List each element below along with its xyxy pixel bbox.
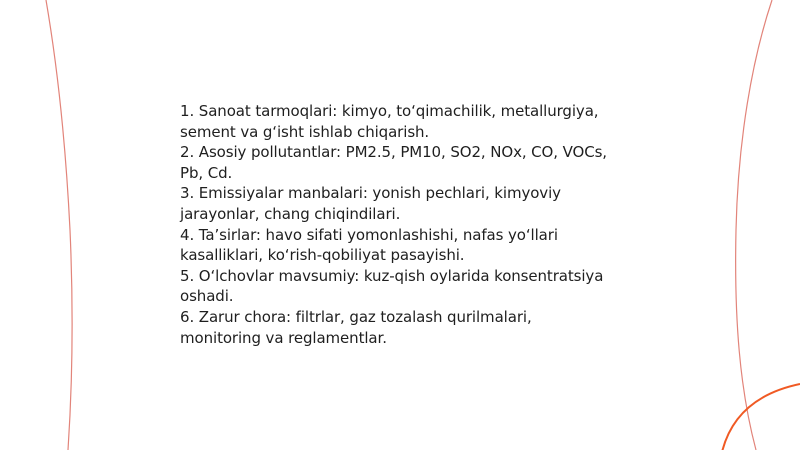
- left-decorative-curve: [46, 0, 72, 450]
- list-item-2: 2. Asosiy pollutantlar: PM2.5, PM10, SO2, NOx, CO, VOCs, Pb, Cd.: [180, 143, 607, 182]
- list-item-1: 1. Sanoat tarmoqlari: kimyo, to‘qimachilik, metallurgiya, sement va g‘isht ishlab chiqarish.: [180, 102, 599, 141]
- list-item-4: 4. Ta’sirlar: havo sifati yomonlashishi, nafas yo‘llari kasalliklari, ko‘rish-qobiliyat pasayishi.: [180, 225, 558, 265]
- bottom-right-accent-curve: [722, 384, 800, 450]
- right-decorative-curve: [736, 0, 772, 450]
- list-item-5: 5. O‘lchovlar mavsumiy: kuz-qish oylarida konsentratsiya oshadi.: [180, 266, 604, 306]
- list-item-6: 6. Zarur chora: filtrlar, gaz tozalash qurilmalari, monitoring va reglamentlar.: [180, 307, 532, 347]
- bullet-list: [180, 101, 610, 348]
- list-item-3: 3. Emissiyalar manbalari: yonish pechlari, kimyoviy jarayonlar, chang chiqindilari.: [180, 184, 561, 223]
